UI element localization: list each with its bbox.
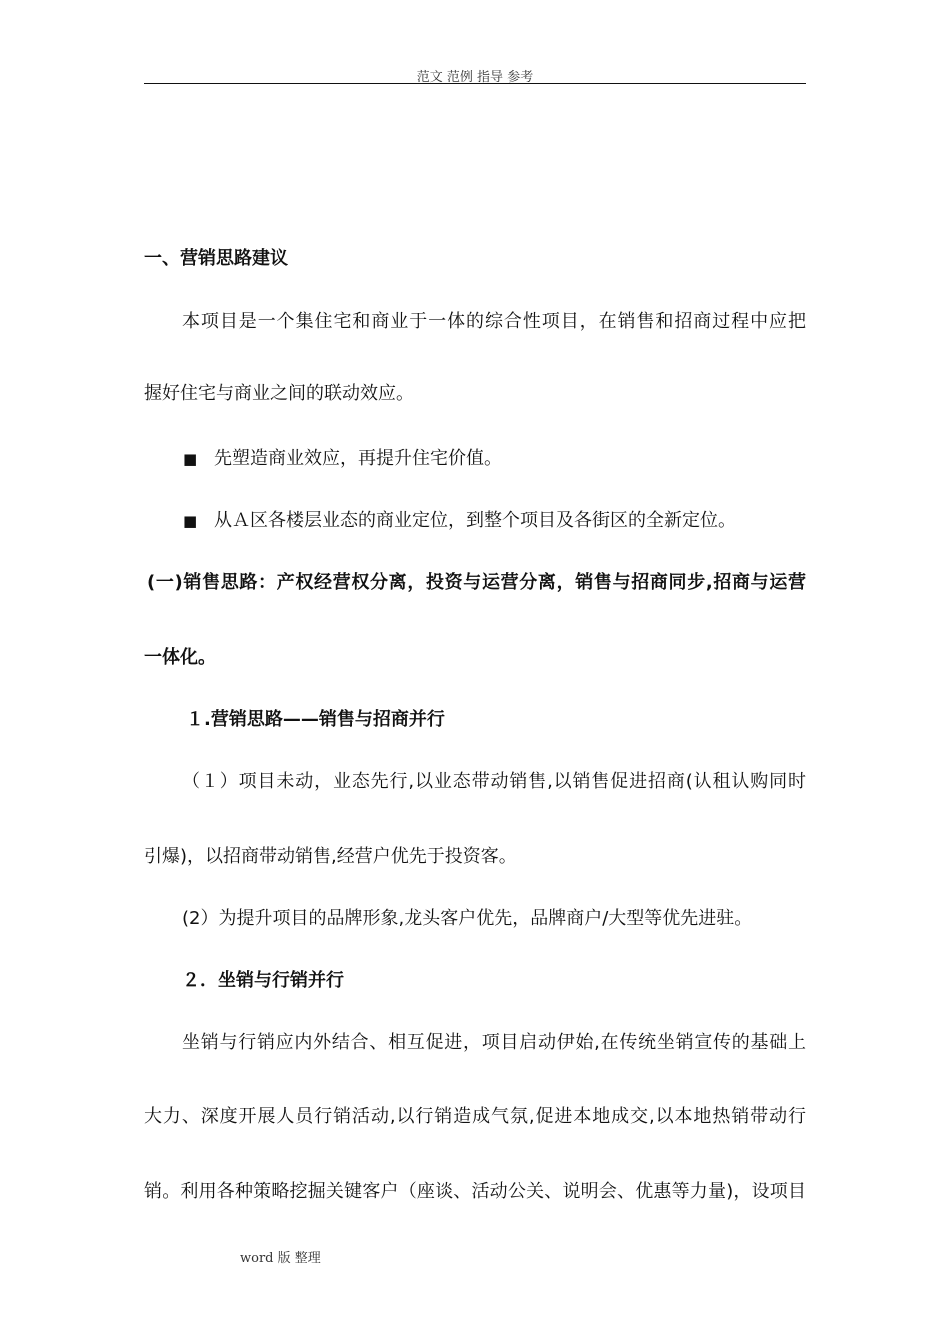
paragraph-line: 握好住宅与商业之间的联动效应。 bbox=[144, 383, 414, 404]
bullet-item: 从Ａ区各楼层业态的商业定位，到整个项目及各街区的全新定位。 bbox=[214, 510, 736, 531]
paragraph-line: 坐销与行销应内外结合、相互促进，项目启动伊始,在传统坐销宣传的基础上 bbox=[182, 1032, 806, 1053]
header-divider bbox=[144, 83, 806, 84]
paragraph-line: (2）为提升项目的品牌形象,龙头客户优先，品牌商户/大型等优先进驻。 bbox=[182, 908, 753, 929]
paragraph-line: 销。利用各种策略挖掘关键客户（座谈、活动公关、说明会、优惠等力量)，设项目 bbox=[144, 1181, 806, 1202]
bullet-square-icon: ■ bbox=[183, 512, 198, 530]
paragraph-line: （１）项目未动，业态先行,以业态带动销售,以销售促进招商(认租认购同时 bbox=[182, 771, 806, 792]
bullet-square-icon: ■ bbox=[183, 450, 198, 468]
section-heading: 一、营销思路建议 bbox=[144, 248, 288, 269]
paragraph-line: 大力、深度开展人员行销活动,以行销造成气氛,促进本地成交,以本地热销带动行 bbox=[144, 1106, 806, 1127]
item-title: １.营销思路——销售与招商并行 bbox=[186, 709, 445, 730]
subsection-heading: (一)销售思路：产权经营权分离，投资与运营分离，销售与招商同步,招商与运营 bbox=[147, 572, 806, 593]
paragraph-line: 本项目是一个集住宅和商业于一体的综合性项目，在销售和招商过程中应把 bbox=[182, 311, 806, 332]
item-title: ２．坐销与行销并行 bbox=[182, 970, 344, 991]
bullet-item: 先塑造商业效应，再提升住宅价值。 bbox=[214, 448, 502, 469]
paragraph-line: 引爆)，以招商带动销售,经营户优先于投资客。 bbox=[144, 846, 517, 867]
subsection-heading-cont: 一体化。 bbox=[144, 647, 216, 668]
page-footer: word 版 整理 bbox=[240, 1251, 321, 1266]
page-header: 范文 范例 指导 参考 bbox=[416, 70, 534, 85]
